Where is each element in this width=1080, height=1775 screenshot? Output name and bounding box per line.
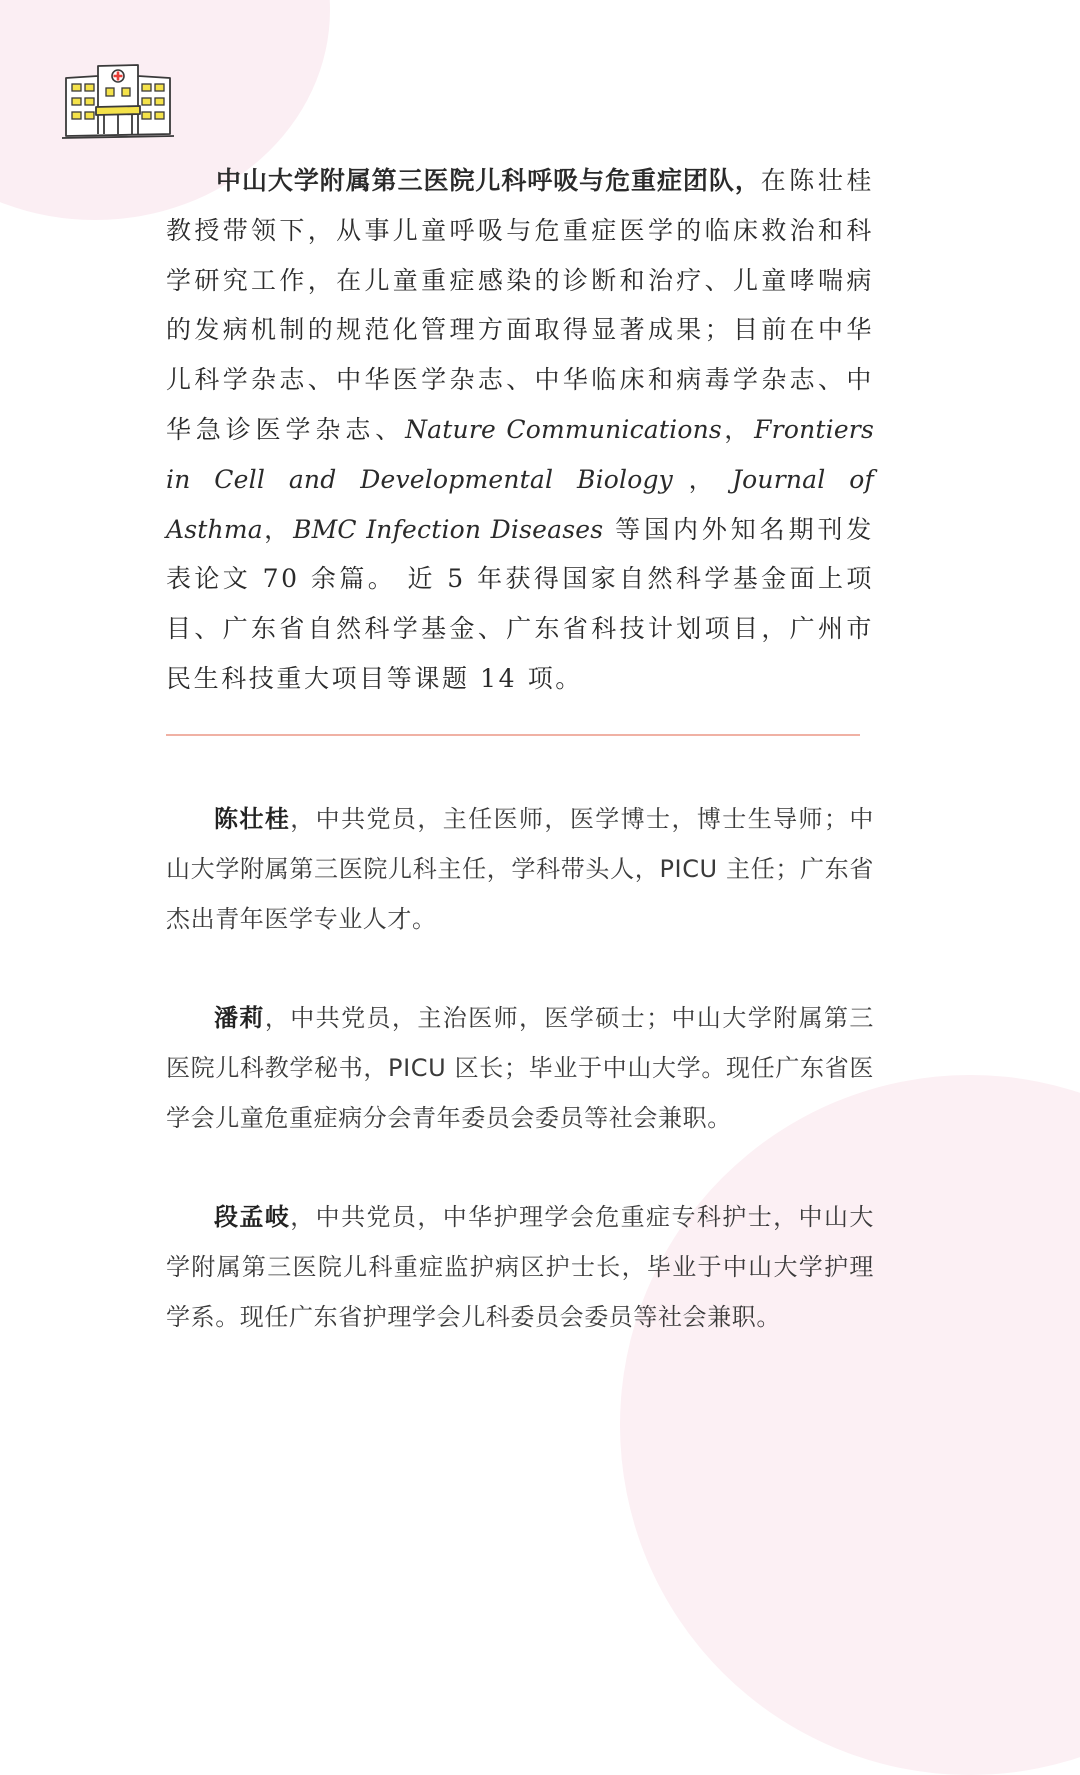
journal-name: BMC Infection Diseases	[293, 514, 604, 544]
separator: ，	[673, 464, 732, 494]
team-description: 在陈壮桂教授带领下，从事儿童呼吸与危重症医学的临床救治和科学研究工作，在儿童重症感染的诊断和治疗、儿童哮喘病的发病机制的规范化管理方面取得显著成果；目前在中华儿科学杂志、中华医学杂志、中华临床和病毒学杂志、中华急诊医学杂志、	[166, 166, 874, 444]
team-name: 中山大学附属第三医院儿科呼吸与危重症团队，	[216, 166, 761, 195]
team-achievements: 等国内外知名期刊发表论文 70 余篇。 近 5 年获得国家自然科学基金面上项目、广东省自然科学基金、广东省科技计划项目，广州市民生科技重大项目等课题 14 项。	[166, 514, 874, 693]
bio-name: 潘莉	[214, 1004, 265, 1032]
section-divider	[166, 734, 860, 736]
hospital-icon	[58, 58, 178, 144]
team-intro-paragraph	[166, 156, 874, 704]
journal-name: Journal of Asthma	[166, 464, 874, 544]
bio-text: ，中共党员，主任医师，医学博士，博士生导师；中山大学附属第三医院儿科主任，学科带头人，PICU 主任；广东省杰出青年医学专业人才。	[166, 805, 874, 933]
bio-name: 段孟岐	[214, 1203, 291, 1231]
journal-name: Nature Communications	[405, 414, 722, 444]
journal-name: Frontiers in Cell and Developmental Biology	[166, 414, 874, 494]
bio-chen-zhuanggui	[166, 795, 874, 944]
bio-duan-mengqi	[166, 1193, 874, 1342]
separator: ，	[721, 414, 755, 444]
background-blob-bottom	[620, 1075, 1080, 1775]
bio-text: ，中共党员，主治医师，医学硕士；中山大学附属第三医院儿科教学秘书，PICU 区长；毕业于中山大学。现任广东省医学会儿童危重症病分会青年委员会委员等社会兼职。	[166, 1004, 875, 1132]
bio-pan-li	[166, 994, 874, 1143]
bio-name: 陈壮桂	[214, 805, 291, 833]
separator: ，	[262, 514, 294, 544]
bio-text: ，中共党员，中华护理学会危重症专科护士，中山大学附属第三医院儿科重症监护病区护士长，毕业于中山大学护理学系。现任广东省护理学会儿科委员会委员等社会兼职。	[166, 1203, 874, 1331]
